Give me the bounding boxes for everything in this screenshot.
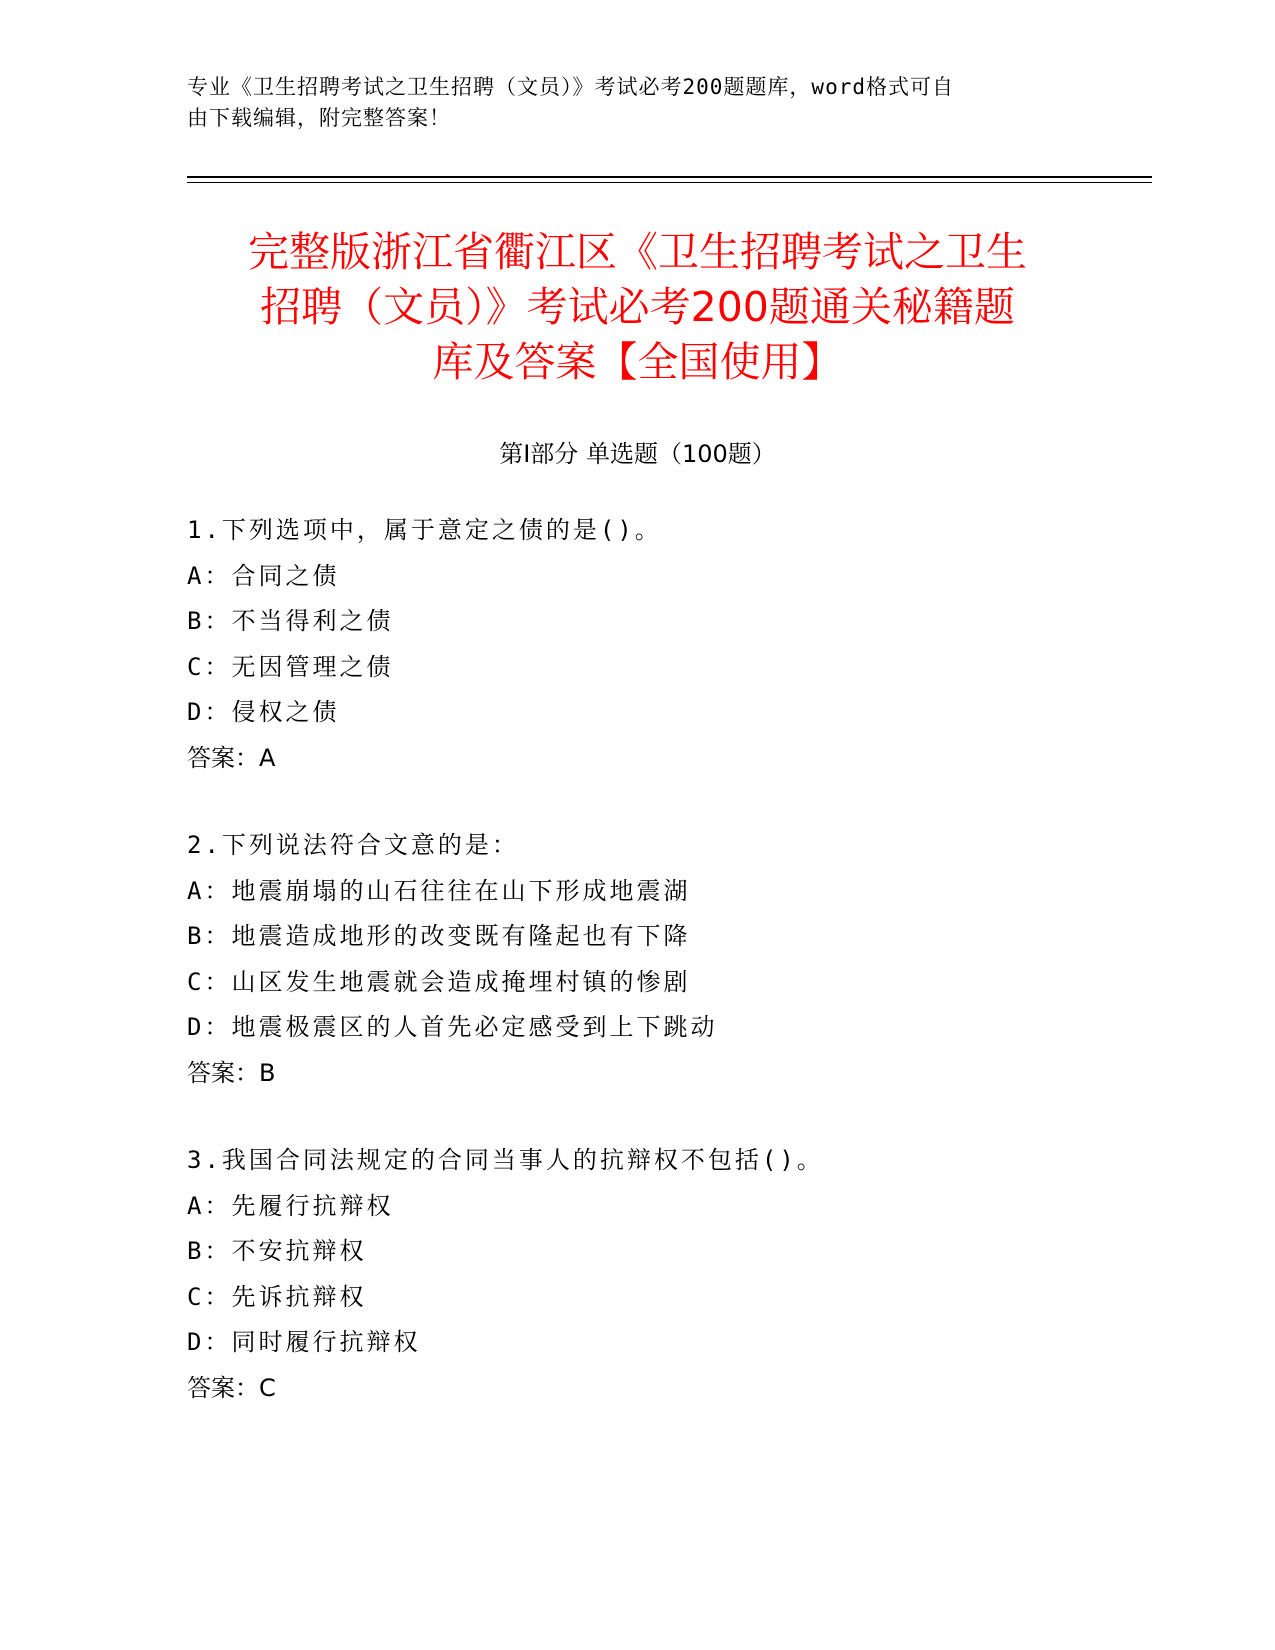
document-title-line: 库及答案【全国使用】 (432, 338, 843, 386)
question-option: C：无因管理之债 (187, 652, 394, 681)
header-divider-thick (187, 176, 1152, 178)
header-divider-thin (187, 182, 1152, 183)
question-option: B：不当得利之债 (187, 607, 394, 635)
question-answer: 答案：B (187, 1058, 276, 1087)
question-option: C：山区发生地震就会造成掩埋村镇的惨剧 (187, 967, 691, 996)
question-stem: 1.下列选项中，属于意定之债的是()。 (187, 516, 662, 544)
question-option: B：地震造成地形的改变既有隆起也有下降 (187, 922, 691, 950)
question-stem: 3.我国合同法规定的合同当事人的抗辩权不包括()。 (187, 1146, 824, 1174)
header-note-line: 专业《卫生招聘考试之卫生招聘（文员）》考试必考200题题库，word格式可自 (187, 75, 954, 99)
document-title-line: 招聘（文员）》考试必考200题通关秘籍题 (260, 283, 1015, 331)
section-title: 第Ⅰ部分 单选题（100题） (499, 440, 776, 468)
question-option: C：先诉抗辩权 (187, 1282, 367, 1311)
question-option: D：同时履行抗辩权 (187, 1328, 421, 1356)
question-option: D：侵权之债 (187, 698, 340, 726)
question-block (187, 1138, 1147, 1411)
question-block (187, 823, 1147, 1096)
question-answer: 答案：A (187, 743, 276, 772)
question-option: A：地震崩塌的山石往往在山下形成地震湖 (187, 876, 691, 905)
question-stem: 2.下列说法符合文意的是： (187, 831, 519, 859)
header-note (187, 72, 1067, 134)
question-option: A：先履行抗辩权 (187, 1191, 394, 1220)
header-note-line: 由下载编辑，附完整答案！ (187, 106, 451, 130)
question-option: D：地震极震区的人首先必定感受到上下跳动 (187, 1013, 718, 1041)
question-option: A：合同之债 (187, 561, 340, 590)
document-title (160, 225, 1115, 390)
question-answer: 答案：C (187, 1373, 276, 1402)
question-option: B：不安抗辩权 (187, 1237, 367, 1265)
document-title-line: 完整版浙江省衢江区《卫生招聘考试之卫生 (248, 228, 1027, 276)
question-block (187, 508, 1147, 781)
